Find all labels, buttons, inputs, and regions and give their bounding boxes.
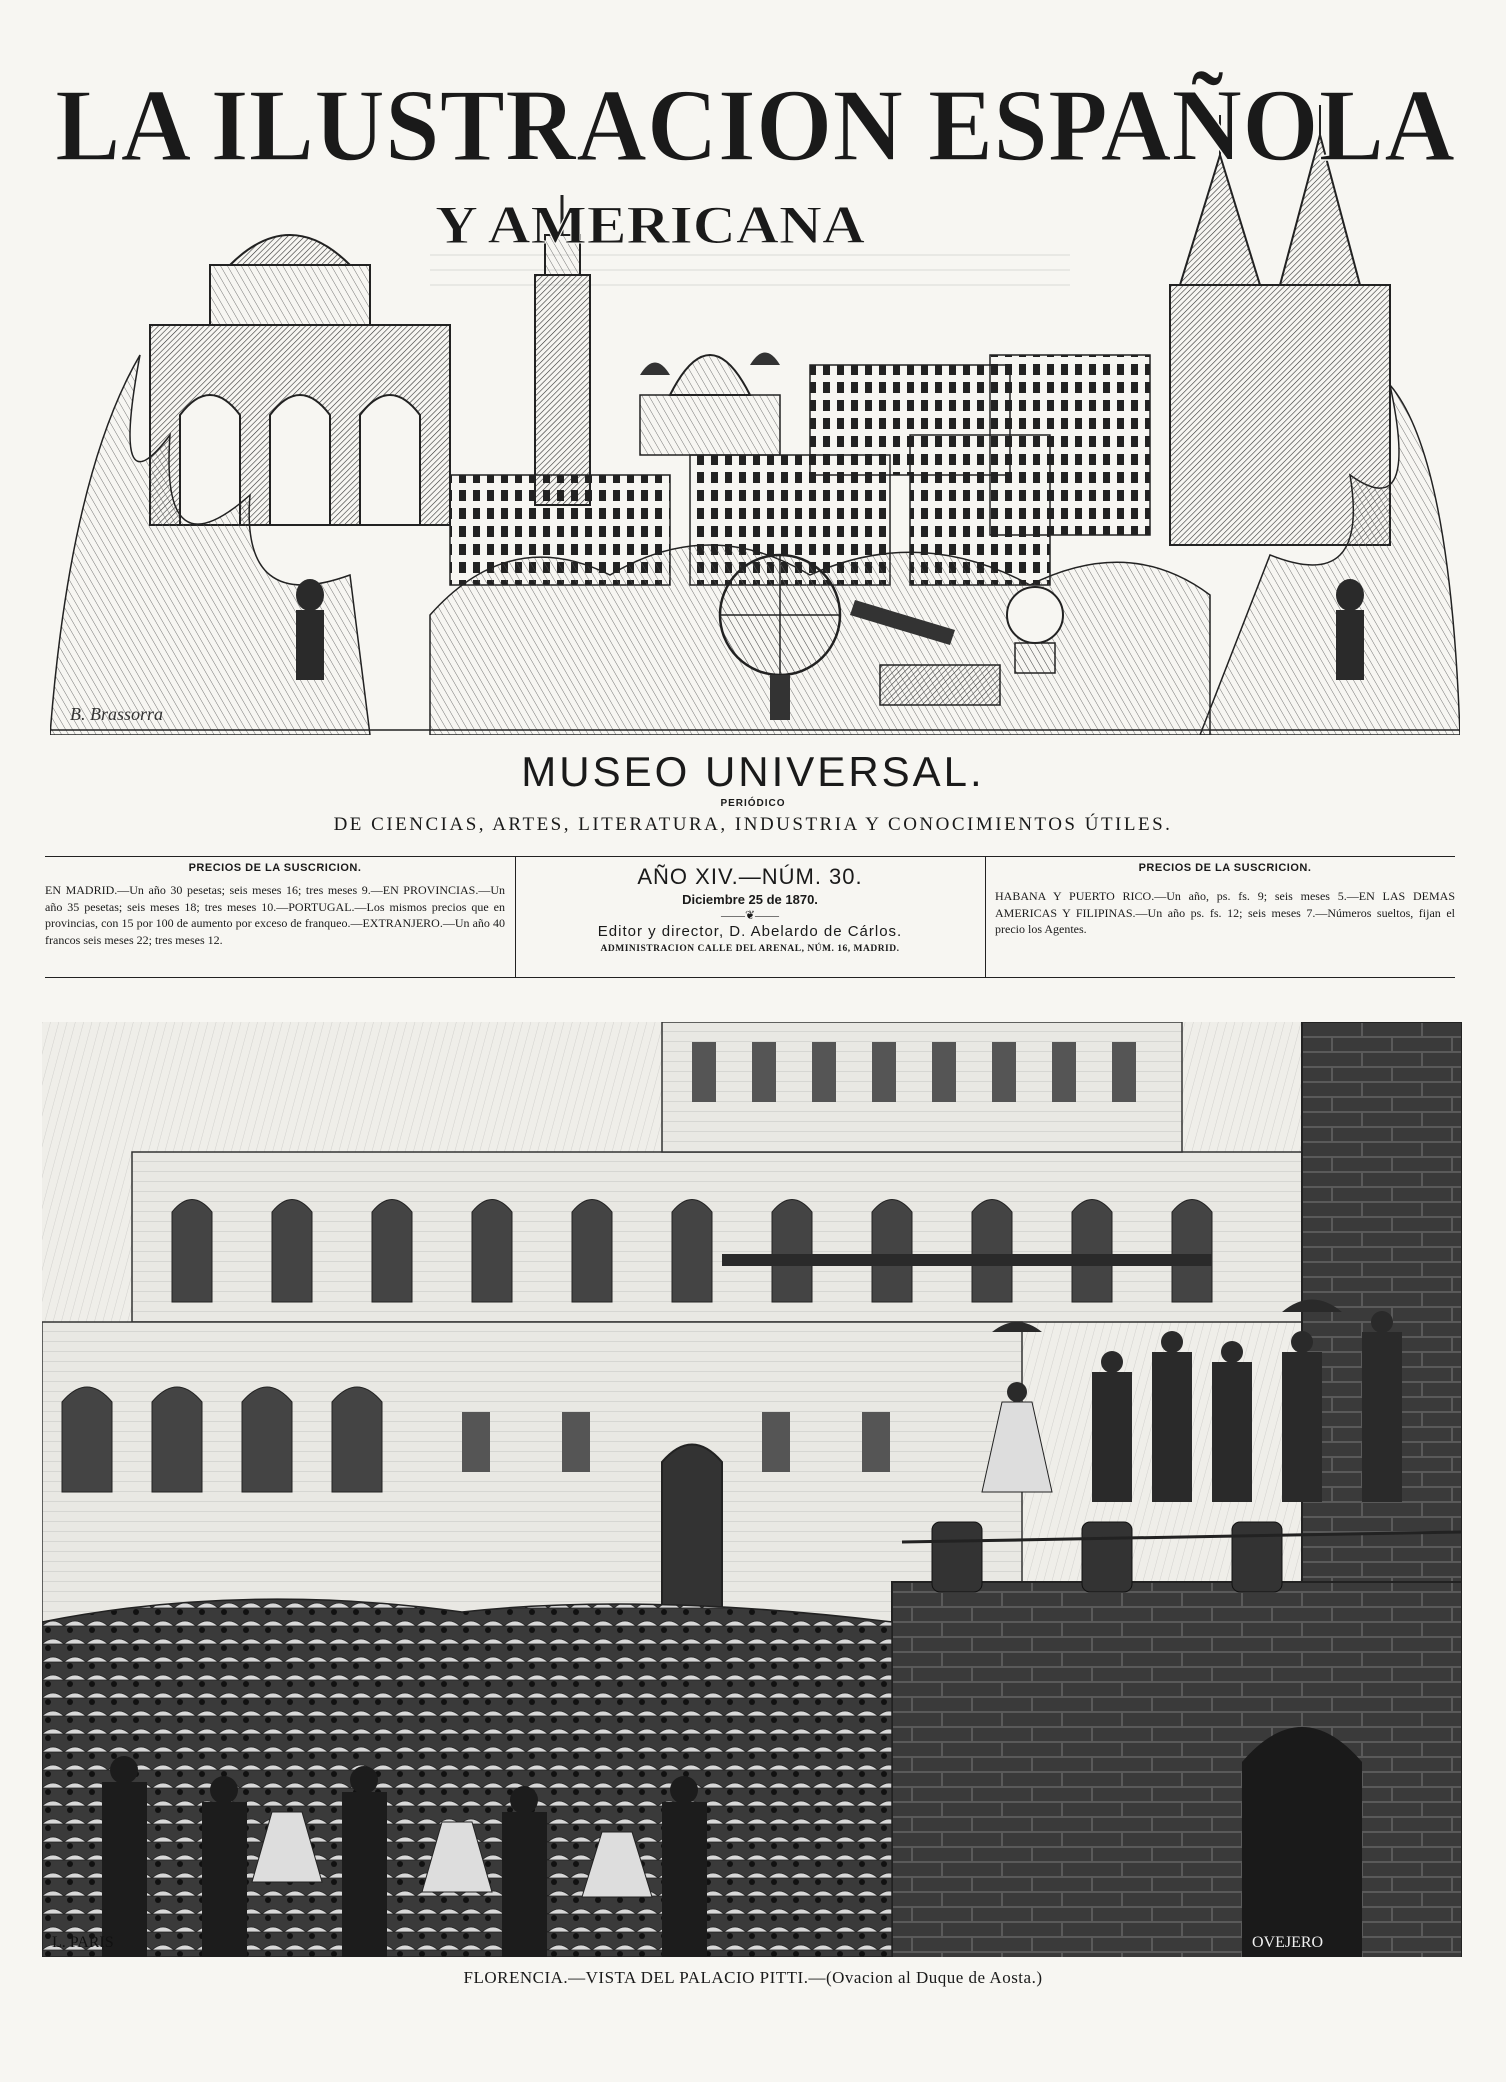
masthead-subtitle: Y AMERICANA [435,195,865,255]
periodico-label: PERIÓDICO [720,798,786,809]
engraver-signature-left: L. PARIS [52,1934,114,1951]
masthead-engraving [50,55,1460,735]
main-illustration [42,1022,1462,1957]
issue-date: Diciembre 25 de 1870. [682,892,818,907]
ornament-divider: ——❦—— [720,908,780,922]
subscription-left-text: EN MADRID.—Un año 30 pesetas; seis meses 16; tres meses 9.—EN PROVINCIAS.—Un año 35 pesetas; seis meses 18; tres meses 10.—PORTUGAL.—Los mismos precios que en provincias, con 15 por 100 de aumento por exceso de franqueo.—EXTRANJERO.—Un año 40 francos seis meses 22; tres meses 12. [45,883,505,947]
subscription-left-heading: PRECIOS DE LA SUSCRICION. [188,862,362,874]
palace-lower-wing [42,1322,1022,1622]
bottom-rule [45,977,1455,978]
publication-title: MUSEO UNIVERSAL. [521,748,985,795]
subscription-right-text: HABANA Y PUERTO RICO.—Un año, ps. fs. 9; seis meses 5.—EN LAS DEMAS AMERICAS Y FILIPINAS.—Un año ps. fs. 12; seis meses 7.—Números sueltos, fijan el precio los Agentes. [995,889,1455,936]
subscription-band [45,856,1455,978]
mosque-pavilion [150,235,450,525]
masthead-title: LA ILUSTRACION ESPAÑOLA [55,68,1455,183]
top-rule [45,856,1455,857]
masthead-artist-signature: B. Brassorra [70,704,164,724]
column-divider [515,856,516,978]
domed-church [640,353,780,456]
editor-line: Editor y director, D. Abelardo de Cárlos. [597,923,903,940]
issue-number: AÑO XIV.—NÚM. 30. [637,864,863,889]
subscription-left [45,862,505,974]
palazzo-pitti-engraving [42,1022,1462,1957]
administration-address: ADMINISTRACION CALLE DEL ARENAL, NÚM. 16, MADRID. [600,944,900,954]
subscription-right [995,862,1455,974]
crowd [42,1599,892,1957]
engraver-signature-right: OVEJERO [1252,1934,1324,1951]
masthead-illustration [50,55,1460,735]
illustration-caption: FLORENCIA.—VISTA DEL PALACIO PITTI.—(Ovacion al Duque de Aosta.) [463,1968,1043,1987]
subscription-right-heading: PRECIOS DE LA SUSCRICION. [1138,862,1312,874]
tagline: DE CIENCIAS, ARTES, LITERATURA, INDUSTRIA Y CONOCIMIENTOS ÚTILES. [333,814,1173,835]
column-divider [985,856,986,978]
issue-info [525,862,975,974]
